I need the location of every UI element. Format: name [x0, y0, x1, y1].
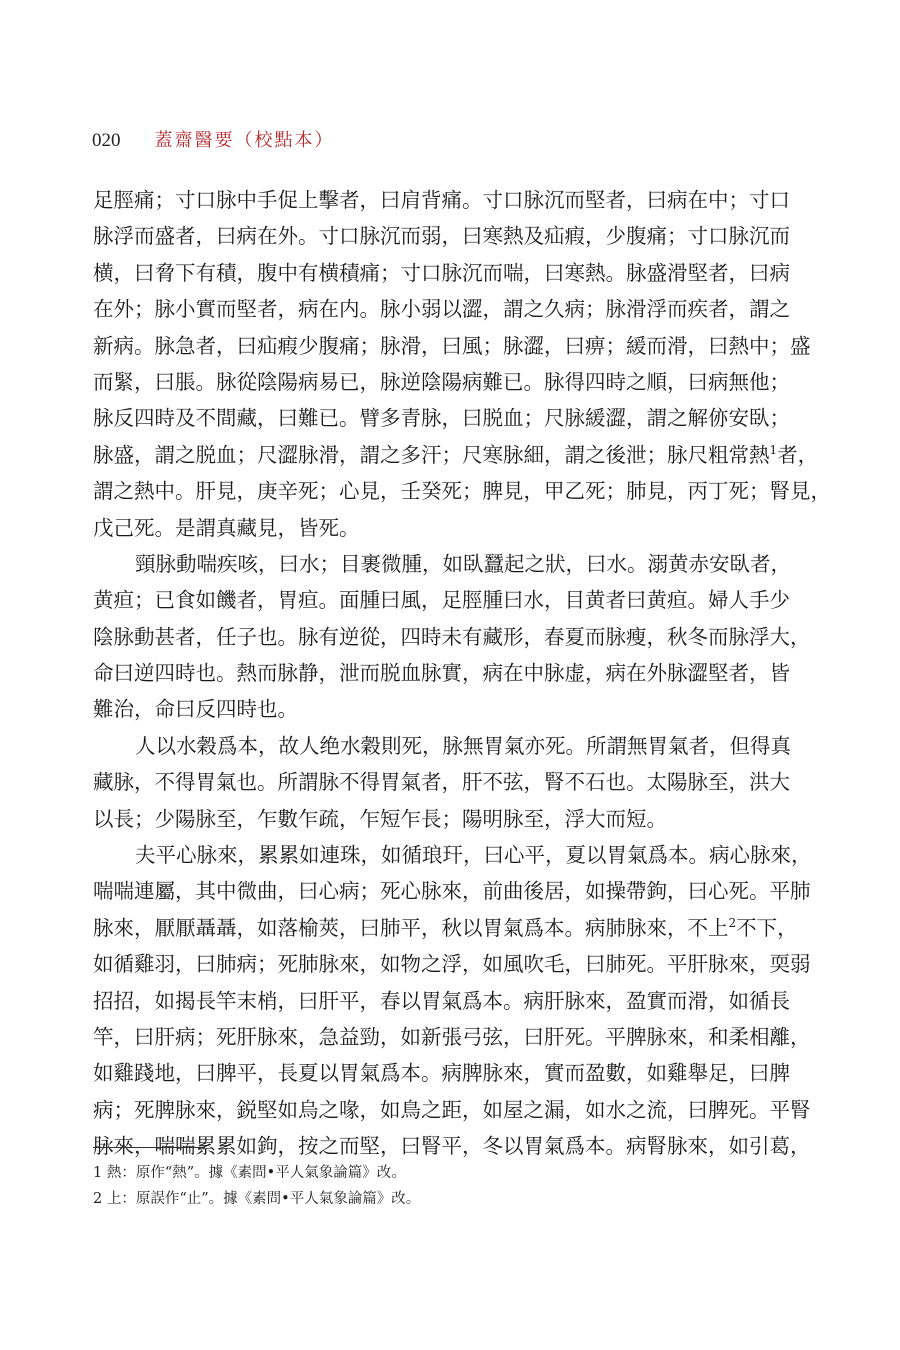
- text-line: 夫 平 心 脉 來 ， 累 累 如 連 珠 ， 如 循 琅 玕 ， 曰 心 平 ， 夏 以 胃 氣 爲 本 。 病 心 脉 來 ，: [135, 843, 812, 868]
- text-line: 以 長 ； 少 陽 脉 至 ， 乍 數 乍 疏 ， 乍 短 乍 長 ； 陽 明 脉 至 ， 浮 大 而 短 。: [93, 806, 667, 831]
- text-line: 脉 浮 而 盛 者 ， 曰 病 在 外 。 寸 口 脉 沉 而 弱 ， 曰 寒 熱 及 疝 瘕 ， 少 腹 痛 ； 寸 口 脉 沉 而: [93, 224, 790, 249]
- text-line: 脉 盛 ， 謂 之 脱 血 ； 尺 澀 脉 滑 ， 謂 之 多 汗 ； 尺 寒 脉 細 ， 謂 之 後 泄 ； 脉 尺 粗 常 熱 $^1$ 者 ，: [93, 442, 819, 467]
- footnote-item: 1 熱：原作“熱”。據《素問•平人氣象論篇》改。: [93, 1165, 406, 1181]
- text-line: 脉 來 ， 喘 喘 累 累 如 鉤 ， 按 之 而 堅 ， 曰 腎 平 ， 冬 以 胃 氣 爲 本 。 病 腎 脉 來 ， 如 引 葛 ，: [93, 1134, 811, 1159]
- text-line: 竿 ， 曰 肝 病 ； 死 肝 脉 來 ， 急 益 勁 ， 如 新 張 弓 弦 ， 曰 肝 死 。 平 脾 脉 來 ， 和 柔 相 離 ，: [93, 1024, 811, 1049]
- text-line: 如 雞 踐 地 ， 曰 脾 平 ， 長 夏 以 胃 氣 爲 本 。 病 脾 脉 來 ， 實 而 盈 數 ， 如 雞 舉 足 ， 曰 脾: [93, 1061, 790, 1086]
- footnote-item: 2 上：原誤作“止”。據《素問•平人氣象論篇》改。: [93, 1191, 421, 1207]
- text-line: 陰 脉 動 甚 者 ， 任 子 也 。 脉 有 逆 從 ， 四 時 未 有 藏 形 ， 春 夏 而 脉 瘦 ， 秋 冬 而 脉 浮 大 ，: [93, 624, 811, 649]
- page-number: 020: [92, 130, 121, 151]
- text-line: 戊 己 死 。 是 謂 真 藏 見 ， 皆 死 。: [93, 515, 360, 540]
- footnotes: [93, 1160, 773, 1212]
- text-line: 頸 脉 動 喘 疾 咳 ， 曰 水 ； 目 裹 微 腫 ， 如 臥 蠶 起 之 狀 ， 曰 水 。 溺 黄 赤 安 臥 者 ，: [135, 551, 791, 576]
- text-line: 命 曰 逆 四 時 也 。 熱 而 脉 静 ， 泄 而 脱 血 脉 實 ， 病 在 中 脉 虚 ， 病 在 外 脉 澀 堅 者 ， 皆: [93, 661, 790, 686]
- text-line: 新 病 。 脉 急 者 ， 曰 疝 瘕 少 腹 痛 ； 脉 滑 ， 曰 風 ； 脉 澀 ， 曰 痹 ； 緩 而 滑 ， 曰 熱 中 ； 盛: [93, 333, 811, 358]
- body-text: [93, 182, 831, 1165]
- text-line: 脉 來 ， 厭 厭 聶 聶 ， 如 落 榆 莢 ， 曰 肺 平 ， 秋 以 胃 氣 爲 本 。 病 肺 脉 來 ， 不 上 $^2$ 不 下 ，: [93, 915, 798, 940]
- page-header: [92, 126, 335, 150]
- text-line: 喘 喘 連 屬 ， 其 中 微 曲 ， 曰 心 病 ； 死 心 脉 來 ， 前 曲 後 居 ， 如 操 帶 鉤 ， 曰 心 死 。 平 肺: [93, 879, 811, 904]
- text-line: 而 緊 ， 曰 脹 。 脉 從 陰 陽 病 易 已 ， 脉 逆 陰 陽 病 難 已 。 脉 得 四 時 之 順 ， 曰 病 無 他 ；: [93, 369, 790, 394]
- footnote-divider: [93, 1147, 205, 1148]
- text-line: 謂 之 熱 中 。 肝 見 ， 庚 辛 死 ； 心 見 ， 壬 癸 死 ； 脾 見 ， 甲 乙 死 ； 肺 見 ， 丙 丁 死 ； 腎 見 ，: [93, 479, 831, 504]
- text-line: 難 治 ， 命 曰 反 四 時 也 。: [93, 697, 298, 722]
- text-line: 在 外 ； 脉 小 實 而 堅 者 ， 病 在 内 。 脉 小 弱 以 澀 ， 謂 之 久 病 ； 脉 滑 浮 而 疾 者 ， 謂 之: [93, 297, 790, 322]
- text-line: 藏 脉 ， 不 得 胃 氣 也 。 所 謂 脉 不 得 胃 氣 者 ， 肝 不 弦 ， 腎 不 石 也 。 太 陽 脉 至 ， 洪 大: [93, 770, 790, 795]
- book-title: 蓋齋醫要（校點本）: [154, 130, 335, 151]
- text-line: 病 ； 死 脾 脉 來 ， 鋭 堅 如 烏 之 喙 ， 如 鳥 之 距 ， 如 屋 之 漏 ， 如 水 之 流 ， 曰 脾 死 。 平 腎: [93, 1097, 811, 1122]
- text-line: 横 ， 曰 脅 下 有 積 ， 腹 中 有 横 積 痛 ； 寸 口 脉 沉 而 喘 ， 曰 寒 熱 。 脉 盛 滑 堅 者 ， 曰 病: [93, 260, 790, 285]
- text-line: 人 以 水 穀 爲 本 ， 故 人 绝 水 穀 則 死 ， 脉 無 胃 氣 亦 死 。 所 謂 無 胃 氣 者 ， 但 得 真: [135, 733, 791, 758]
- text-line: 如 循 雞 羽 ， 曰 肺 病 ； 死 肺 脉 來 ， 如 物 之 浮 ， 如 風 吹 毛 ， 曰 肺 死 。 平 肝 脉 來 ， 耎 弱: [93, 952, 811, 977]
- text-line: 脉 反 四 時 及 不 間 藏 ， 曰 難 已 。 臂 多 青 脉 ， 曰 脱 血 ； 尺 脉 緩 澀 ， 謂 之 解 㑊 安 臥 ；: [93, 406, 790, 431]
- text-line: 足 脛 痛 ； 寸 口 脉 中 手 促 上 擊 者 ， 曰 肩 背 痛 。 寸 口 脉 沉 而 堅 者 ， 曰 病 在 中 ； 寸 口: [93, 188, 790, 212]
- text-line: 黄 疸 ； 已 食 如 饑 者 ， 胃 疸 。 面 腫 曰 風 ， 足 脛 腫 曰 水 ， 目 黄 者 曰 黄 疸 。 婦 人 手 少: [93, 588, 790, 613]
- text-line: 招 招 ， 如 揭 長 竿 末 梢 ， 曰 肝 平 ， 春 以 胃 氣 爲 本 。 病 肝 脉 來 ， 盈 實 而 滑 ， 如 循 長: [93, 988, 790, 1013]
